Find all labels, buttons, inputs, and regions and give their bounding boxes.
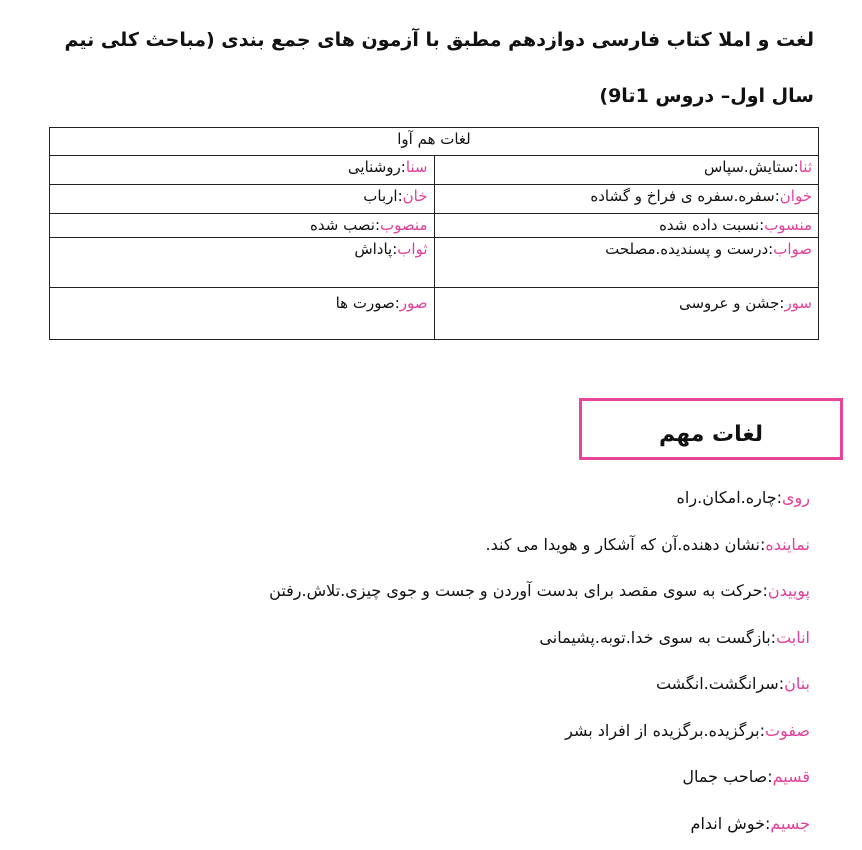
list-item: پوییدن:حرکت به سوی مقصد برای بدست آوردن و جست و جوی چیزی.تلاش.رفتن [50, 571, 810, 618]
section-heading: لغات مهم [659, 422, 763, 447]
vocab-definition: خوش اندام [691, 814, 765, 833]
homophone-definition: درست و پسندیده.مصلحت [605, 240, 768, 258]
table-cell: صور:صورت ها [50, 288, 435, 340]
table-cell: ثنا:ستایش.سپاس [434, 156, 819, 185]
homophone-term: منسوب [764, 216, 812, 234]
table-row [50, 238, 819, 288]
table-row [50, 156, 819, 185]
homophone-term: خوان [780, 187, 812, 205]
homophone-definition: صورت ها [336, 294, 395, 312]
table-cell: سنا:روشنایی [50, 156, 435, 185]
vocab-term: قسیم [773, 767, 810, 786]
vocab-list [50, 478, 810, 850]
document-title: لغت و املا کتاب فارسی دوازدهم مطبق با آزمون های جمع بندی (مباحث کلی نیم سال اول– دروس 1تا9) [34, 12, 814, 124]
table-row [50, 185, 819, 214]
list-item: روی:چاره.امکان.راه [50, 478, 810, 525]
table-cell: منصوب:نصب شده [50, 214, 435, 238]
homophone-definition: نصب شده [310, 216, 375, 234]
homophone-term: سور [784, 294, 812, 312]
important-words-heading-box [579, 398, 843, 460]
homophone-term: ثنا [799, 158, 812, 176]
table-header-row [50, 128, 819, 156]
list-item: صفوت:برگزیده.برگزیده از افراد بشر [50, 711, 810, 758]
vocab-definition: نشان دهنده.آن که آشکار و هویدا می کند. [486, 535, 760, 554]
homophone-term: خان [403, 187, 428, 205]
vocab-term: انابت [776, 628, 810, 647]
vocab-term: پوییدن [768, 581, 810, 600]
homophone-definition: ستایش.سپاس [704, 158, 794, 176]
vocab-term: بنان [784, 674, 810, 693]
homophone-definition: روشنایی [348, 158, 401, 176]
table-cell: منسوب:نسبت داده شده [434, 214, 819, 238]
vocab-definition: صاحب جمال [682, 767, 767, 786]
vocab-definition: چاره.امکان.راه [677, 488, 777, 507]
homophone-definition: ارباب [363, 187, 397, 205]
homophone-definition: جشن و عروسی [679, 294, 779, 312]
homophone-term: سنا [406, 158, 428, 176]
homophone-definition: سفره.سفره ی فراخ و گشاده [590, 187, 774, 205]
list-item: جسیم:خوش اندام [50, 804, 810, 850]
homophone-term: ثواب [397, 240, 427, 258]
table-row [50, 214, 819, 238]
homophone-term: صور [400, 294, 428, 312]
homophone-term: منصوب [380, 216, 427, 234]
homophone-definition: پاداش [354, 240, 392, 258]
homophone-term: صواب [773, 240, 812, 258]
vocab-term: جسیم [770, 814, 810, 833]
vocab-definition: سرانگشت.انگشت [656, 674, 779, 693]
table-header: لغات هم آوا [50, 128, 819, 156]
homophones-table [49, 127, 819, 340]
table-cell: ثواب:پاداش [50, 238, 435, 288]
table-cell: سور:جشن و عروسی [434, 288, 819, 340]
vocab-definition: بازگست به سوی خدا.توبه.پشیمانی [539, 628, 770, 647]
vocab-term: نماینده [765, 535, 810, 554]
table-cell: خان:ارباب [50, 185, 435, 214]
list-item: بنان:سرانگشت.انگشت [50, 664, 810, 711]
table-row [50, 288, 819, 340]
table-cell: خوان:سفره.سفره ی فراخ و گشاده [434, 185, 819, 214]
list-item: قسیم:صاحب جمال [50, 757, 810, 804]
list-item: نماینده:نشان دهنده.آن که آشکار و هویدا می کند. [50, 525, 810, 572]
vocab-term: روی [782, 488, 810, 507]
vocab-term: صفوت [765, 721, 810, 740]
table-cell: صواب:درست و پسندیده.مصلحت [434, 238, 819, 288]
list-item: انابت:بازگست به سوی خدا.توبه.پشیمانی [50, 618, 810, 665]
vocab-definition: برگزیده.برگزیده از افراد بشر [565, 721, 759, 740]
vocab-definition: حرکت به سوی مقصد برای بدست آوردن و جست و جوی چیزی.تلاش.رفتن [269, 581, 762, 600]
homophone-definition: نسبت داده شده [659, 216, 759, 234]
